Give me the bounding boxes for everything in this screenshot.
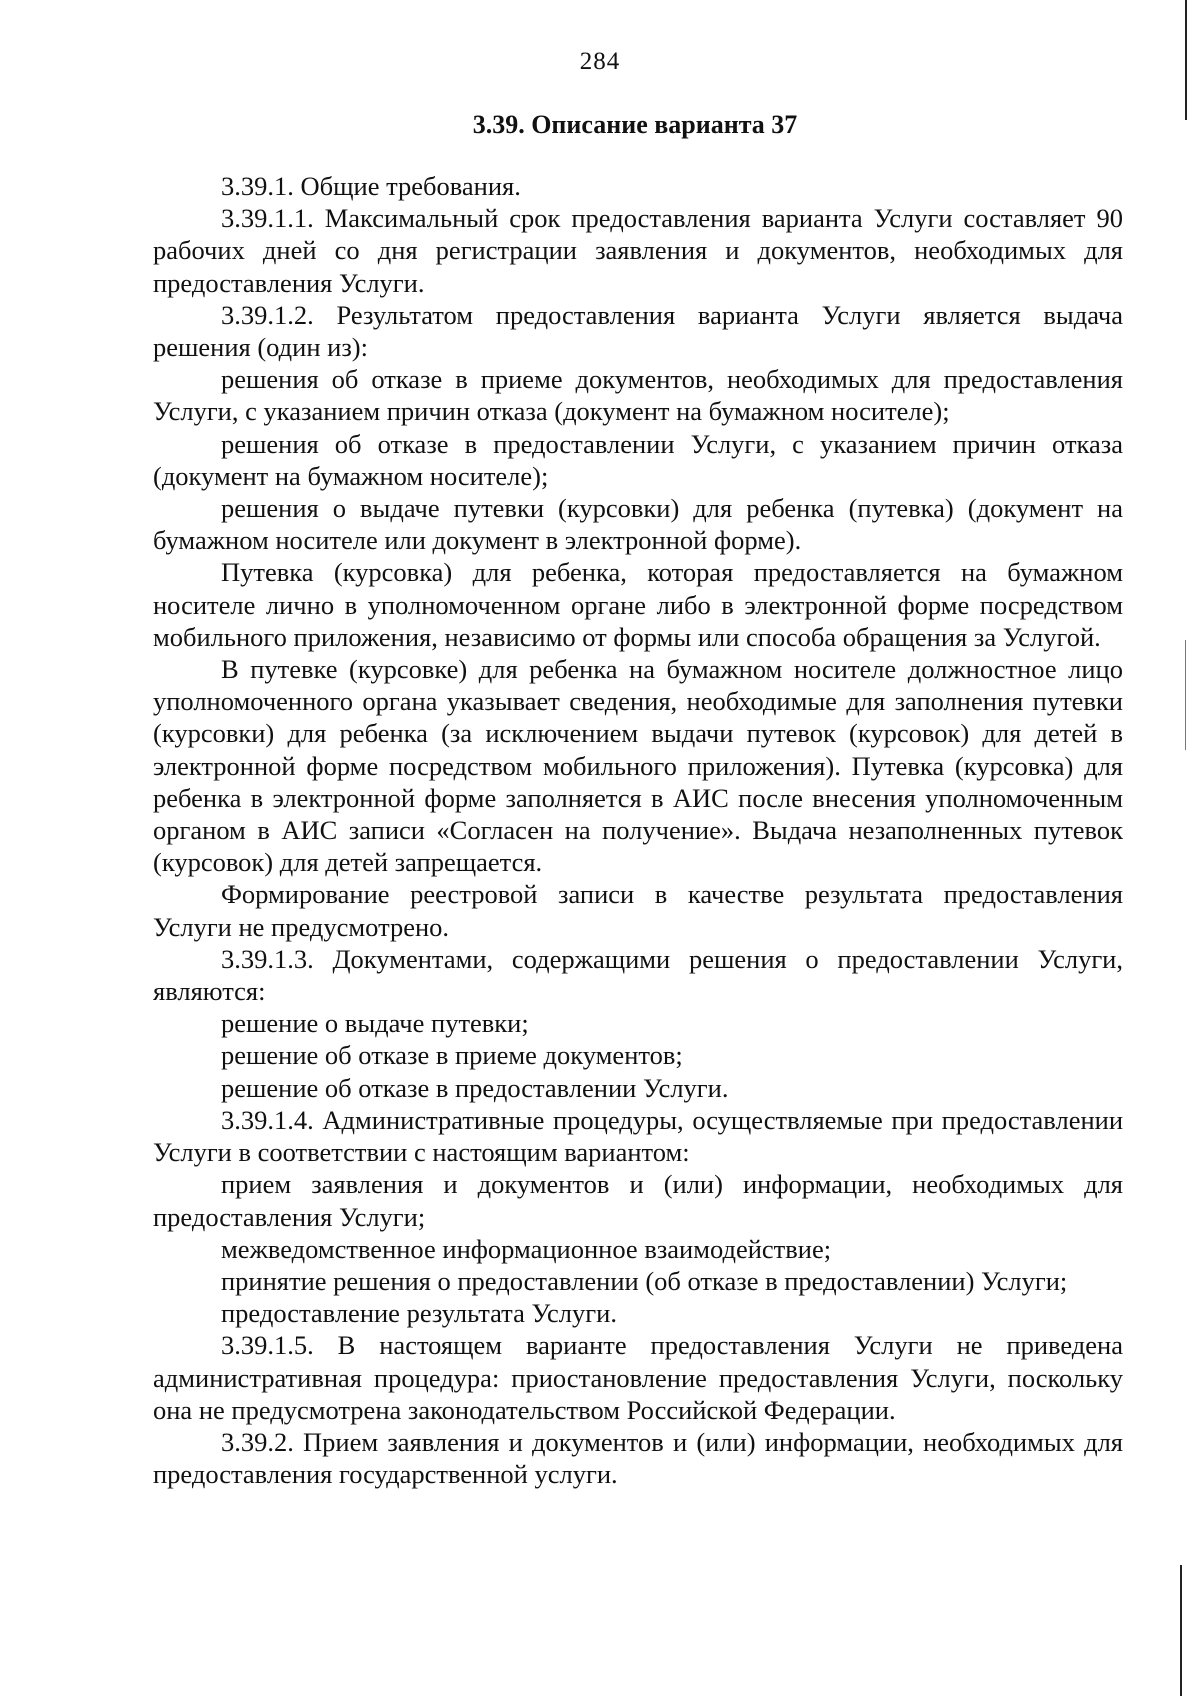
body-text <box>153 170 1123 1490</box>
scan-edge-middle <box>1185 640 1186 750</box>
paragraph: решения об отказе в приеме документов, необходимых для предоставления Услуги, с указанием причин отказа (документ на бумажном носителе); <box>153 364 1123 427</box>
paragraph: решения о выдаче путевки (курсовки) для ребенка (путевка) (документ на бумажном носителе или документ в электронной форме). <box>153 493 1123 556</box>
paragraph: 3.39.1. Общие требования. <box>221 171 521 201</box>
paragraph: решение об отказе в предоставлении Услуги. <box>221 1072 729 1103</box>
paragraph: предоставление результата Услуги. <box>221 1298 617 1329</box>
paragraph: 3.39.1.3. Документами, содержащими решения о предоставлении Услуги, являются: <box>153 943 1123 1007</box>
scan-edge-bottom <box>1180 1565 1182 1696</box>
paragraph: 3.39.1.2. Результатом предоставления варианта Услуги является выдача решения (один из): <box>153 299 1123 363</box>
paragraph: решение о выдаче путевки; <box>221 1008 529 1039</box>
paragraph: 3.39.1.4. Административные процедуры, осуществляемые при предоставлении Услуги в соответствии с настоящим вариантом: <box>153 1104 1123 1168</box>
paragraph: 3.39.2. Прием заявления и документов и (или) информации, необходимых для предоставления государственной услуги. <box>153 1426 1123 1490</box>
paragraph: межведомственное информационное взаимодействие; <box>221 1233 832 1264</box>
paragraph: Формирование реестровой записи в качестве результата предоставления Услуги не предусмотрено. <box>153 879 1123 942</box>
section-title: 3.39. Описание варианта 37 <box>472 110 798 139</box>
paragraph: решения об отказе в предоставлении Услуги, с указанием причин отказа (документ на бумажном носителе); <box>153 428 1123 491</box>
paragraph: принятие решения о предоставлении (об отказе в предоставлении) Услуги; <box>221 1265 1068 1296</box>
paragraph: В путевке (курсовке) для ребенка на бумажном носителе должностное лицо уполномоченного органа указывает сведения, необходимые для заполнения путевки (курсовки) для ребенка (за исключением выдачи путевок (курсовок) для детей в электронной форме посредством мобильного приложения). Путевка (курсовка) для ребенка в электронной форме заполняется в АИС после внесения уполномоченным органом в АИС записи «Согласен на получение». Выдача незаполненных путевок (курсовок) для детей запрещается. <box>153 654 1123 878</box>
paragraph: прием заявления и документов и (или) информации, необходимых для предоставления Услуги; <box>153 1169 1123 1232</box>
paragraph: 3.39.1.1. Максимальный срок предоставления варианта Услуги составляет 90 рабочих дней со дня регистрации заявления и документов, необходимых для предоставления Услуги. <box>153 203 1123 298</box>
paragraph: решение об отказе в приеме документов; <box>221 1040 683 1071</box>
paragraph: 3.39.1.5. В настоящем варианте предоставления Услуги не приведена административная процедура: приостановление предоставления Услуги, поскольку она не предусмотрена законодательством Российской Федерации. <box>153 1330 1123 1425</box>
page-number: 284 <box>579 48 621 75</box>
paragraph: Путевка (курсовка) для ребенка, которая предоставляется на бумажном носителе лично в уполномоченном органе либо в электронной форме посредством мобильного приложения, независимо от формы или способа обращения за Услугой. <box>153 557 1123 652</box>
